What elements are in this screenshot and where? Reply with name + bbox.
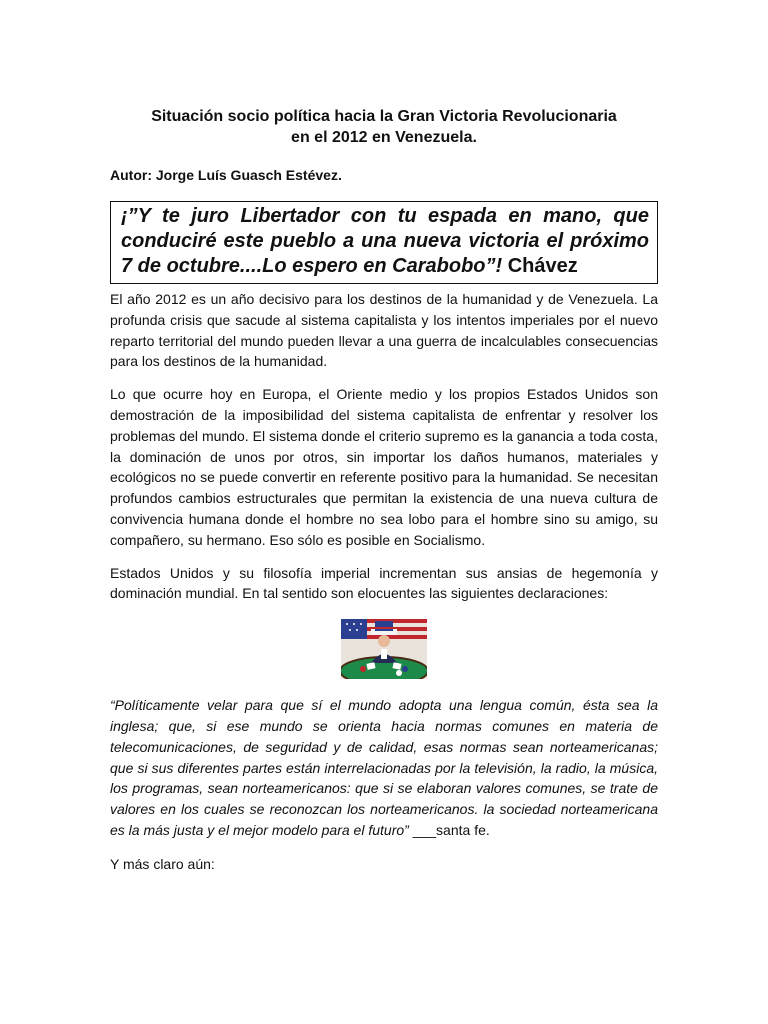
title-line-2: en el 2012 en Venezuela. <box>291 129 477 146</box>
closing-line: Y más claro aún: <box>110 855 215 872</box>
paragraph-2: Lo que ocurre hoy en Europa, el Oriente medio y los propios Estados Unidos son demostración de la imposibilidad del sistema capitalista de enfrentar y resolver los problemas del mundo. El sistema donde el criterio supremo es la ganancia a toda costa, la dominación de unos por otros, sin importar los daños humanos, materiales y ecológicos no se puede convertir en referente positivo para la humanidad. Se necesitan profundos cambios estructurales que permitan la existencia de una nueva cultura de convivencia humana donde el hombre no sea lobo para el hombre sino su amigo, su compañero, su hermano. Eso sólo es posible en Socialismo. <box>110 386 658 548</box>
title-line-1: Situación socio política hacia la Gran Victoria Revolucionaria <box>151 108 617 125</box>
cited-declaration <box>110 695 658 841</box>
poker-uncle-sam-image <box>341 619 427 679</box>
epigraph-box <box>110 201 658 284</box>
epigraph-text: ¡”Y te juro Libertador con tu espada en mano, que conduciré este pueblo a una nueva victoria el próximo 7 de octubre....Lo espero en Carabobo”! <box>121 205 649 277</box>
author-line: Autor: Jorge Luís Guasch Estévez. <box>110 167 342 183</box>
declaration-source: ___santa fe. <box>408 821 490 838</box>
paragraph-3: Estados Unidos y su filosofía imperial incrementan sus ansias de hegemonía y dominación mundial. En tal sentido son elocuentes las siguientes declaraciones: <box>110 564 658 602</box>
declaration-text: “Políticamente velar para que sí el mundo adopta una lengua común, ésta sea la inglesa; que, si ese mundo se orienta hacia normas comunes en materia de telecomunicaciones, de seguridad y de calidad, esas normas sean norteamericanas; que si sus diferentes partes están interrelacionadas por la televisión, la radio, la música, los programas, sean norteamericanos: que si se elaboran valores comunes, se trate de valores en los cuales se reconozcan los norteamericanos. la sociedad norteamericana es la más justa y el mejor modelo para el futuro” <box>110 697 658 838</box>
illustration <box>110 619 658 681</box>
paragraph-1: El año 2012 es un año decisivo para los destinos de la humanidad y de Venezuela. La profunda crisis que sacude al sistema capitalista y los intentos imperiales por el nuevo reparto territorial del mundo pueden llevar a una guerra de incalculables consecuencias para los destinos de la humanidad. <box>110 291 658 370</box>
epigraph-signature: Chávez <box>507 255 578 277</box>
document-page <box>110 106 658 888</box>
document-title <box>110 106 658 148</box>
